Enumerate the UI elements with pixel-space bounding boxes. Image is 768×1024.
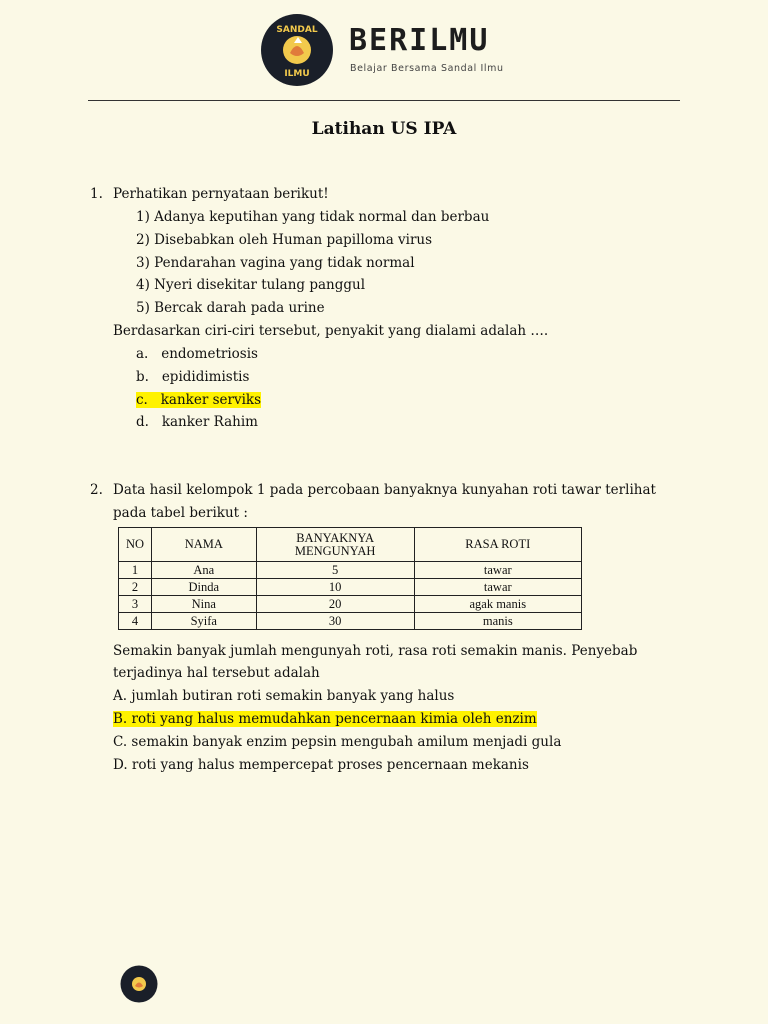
table-row <box>119 613 582 630</box>
brand-name: BERILMU <box>349 23 490 58</box>
q2-question-line1: Semakin banyak jumlah mengunyah roti, rasa roti semakin manis. Penyebab <box>113 643 638 659</box>
highlighted-answer: B. roti yang halus memudahkan pencernaan kimia oleh enzim <box>113 711 537 727</box>
q2-option-b-answer <box>113 710 537 728</box>
option-letter: d. <box>136 414 149 430</box>
q1-number: 1. <box>90 186 103 202</box>
table-header-row <box>119 528 582 562</box>
table-cell: Syifa <box>151 613 256 630</box>
table-cell: 1 <box>119 562 152 579</box>
table-cell: 3 <box>119 596 152 613</box>
q1-statement: 4) Nyeri disekitar tulang panggul <box>136 277 366 293</box>
q1-option-c-answer <box>136 391 261 409</box>
option-text: kanker Rahim <box>161 414 258 430</box>
q1-statement: 3) Pendarahan vagina yang tidak normal <box>136 255 415 271</box>
svg-text:ILMU: ILMU <box>284 69 310 79</box>
sandal-ilmu-logo <box>260 13 334 87</box>
q1-statement: 2) Disebabkan oleh Human papilloma virus <box>136 232 433 248</box>
option-text: endometriosis <box>161 346 258 362</box>
q1-option-d <box>136 413 258 431</box>
brand-tagline: Belajar Bersama Sandal Ilmu <box>350 63 504 74</box>
table-cell: Ana <box>151 562 256 579</box>
option-letter: b. <box>136 369 149 385</box>
option-letter: c. <box>136 392 148 408</box>
q2-option-a: A. jumlah butiran roti semakin banyak yang halus <box>113 688 455 704</box>
table-cell: tawar <box>414 579 581 596</box>
table-cell: 20 <box>256 596 414 613</box>
table-cell: 30 <box>256 613 414 630</box>
table-cell: Nina <box>151 596 256 613</box>
table-cell: 10 <box>256 579 414 596</box>
table-cell: Dinda <box>151 579 256 596</box>
header-divider <box>88 100 680 101</box>
q2-prompt-line1: Data hasil kelompok 1 pada percobaan banyaknya kunyahan roti tawar terlihat <box>113 482 656 498</box>
option-letter: a. <box>136 346 149 362</box>
option-text: kanker serviks <box>160 392 261 408</box>
q2-prompt-line2: pada tabel berikut : <box>113 505 248 521</box>
table-row <box>119 579 582 596</box>
page-header <box>0 0 768 100</box>
table-cell: agak manis <box>414 596 581 613</box>
table-row <box>119 596 582 613</box>
data-table <box>118 527 582 630</box>
table-header-cell: NAMA <box>151 528 256 562</box>
q1-statement: 5) Bercak darah pada urine <box>136 300 325 316</box>
table-cell: manis <box>414 613 581 630</box>
table-cell: tawar <box>414 562 581 579</box>
table-header-cell: RASA ROTI <box>414 528 581 562</box>
footer-logo-icon <box>120 965 158 1003</box>
q2-number: 2. <box>90 482 103 498</box>
page-title: Latihan US IPA <box>311 119 457 139</box>
q2-option-c: C. semakin banyak enzim pepsin mengubah amilum menjadi gula <box>113 734 562 750</box>
q1-option-b <box>136 368 249 386</box>
table-row <box>119 562 582 579</box>
option-text: epididimistis <box>161 369 250 385</box>
svg-text:SANDAL: SANDAL <box>276 25 318 35</box>
table-cell: 5 <box>256 562 414 579</box>
highlighted-answer <box>136 392 261 408</box>
q2-question-line2: terjadinya hal tersebut adalah <box>113 665 320 681</box>
q2-option-d: D. roti yang halus mempercepat proses pencernaan mekanis <box>113 757 529 773</box>
q1-statement: 1) Adanya keputihan yang tidak normal dan berbau <box>136 209 490 225</box>
table-cell: 2 <box>119 579 152 596</box>
table-header-cell: BANYAKNYA MENGUNYAH <box>256 528 414 562</box>
table-cell: 4 <box>119 613 152 630</box>
q1-option-a <box>136 345 258 363</box>
table-header-cell: NO <box>119 528 152 562</box>
q1-question: Berdasarkan ciri-ciri tersebut, penyakit yang dialami adalah …. <box>113 323 549 339</box>
q1-prompt: Perhatikan pernyataan berikut! <box>113 186 329 202</box>
